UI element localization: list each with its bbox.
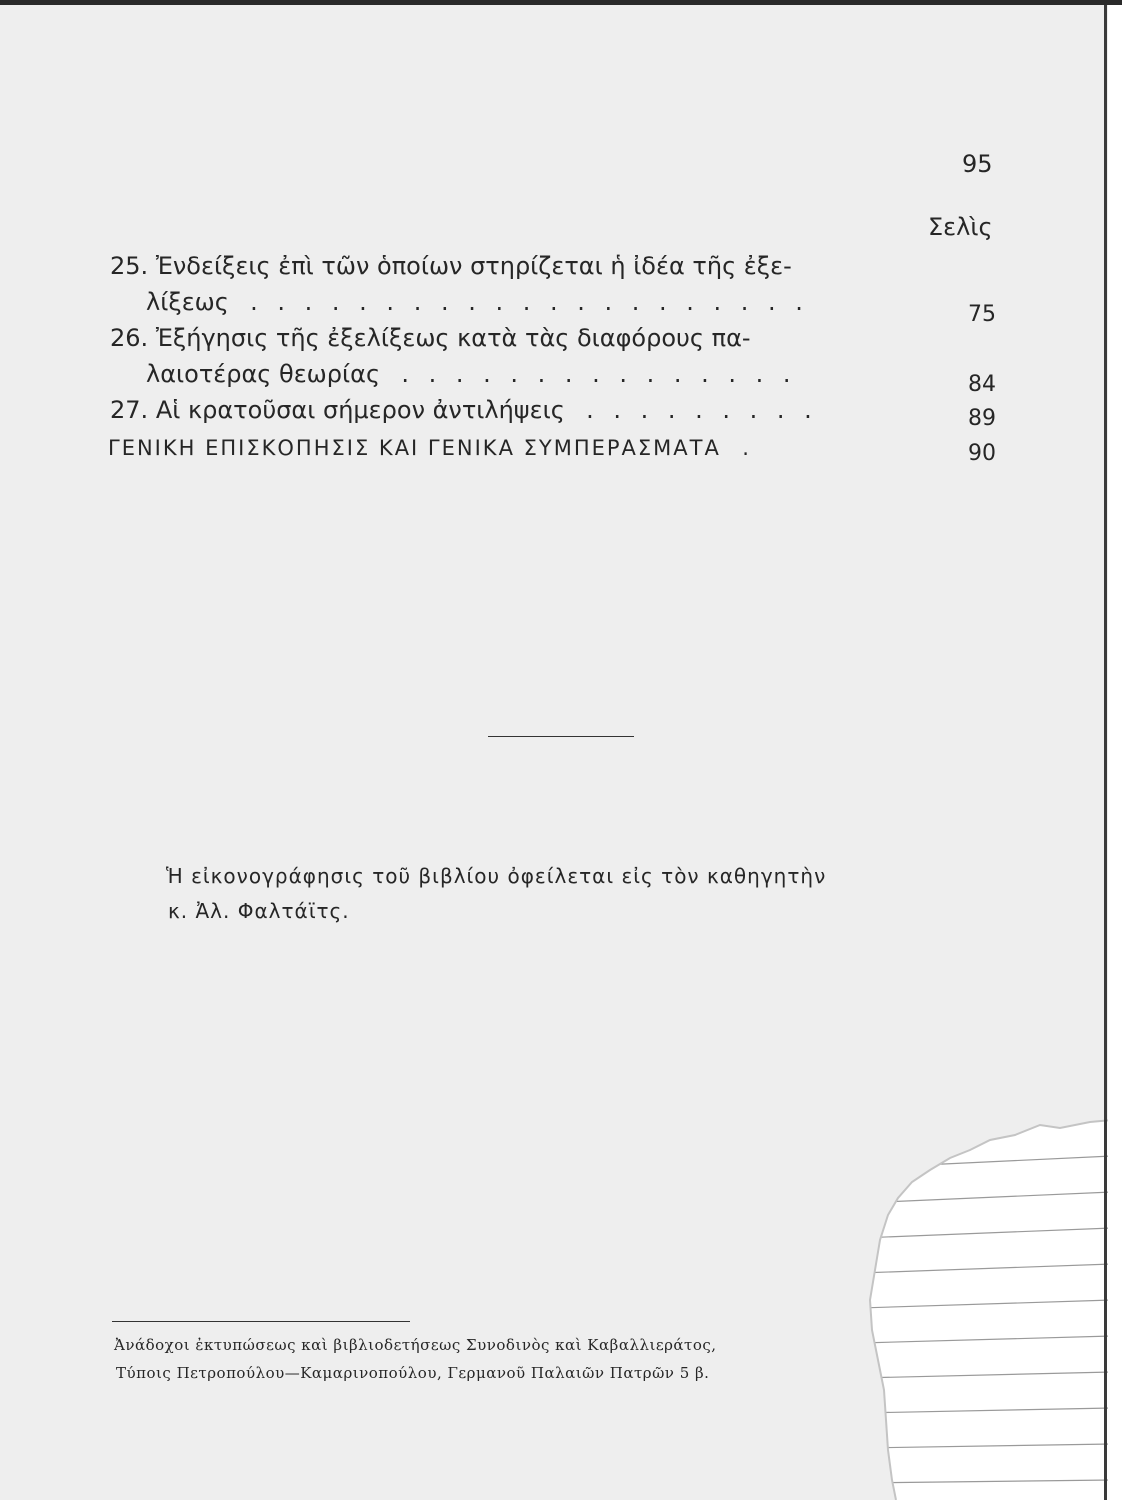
page-edge-shadow xyxy=(1104,0,1107,1500)
toc-entry-title-continued: λαιοτέρας θεωρίας xyxy=(146,360,381,388)
leader-dots: . . . . . . . . . xyxy=(572,396,818,424)
printer-imprint-line-2: Τύποις Πετροπούλου—Καμαρινοπούλου, Γερμανοῦ Παλαιῶν Πατρῶν 5 β. xyxy=(116,1364,710,1382)
pages-column-heading: Σελὶς xyxy=(928,213,993,241)
toc-entry-title-continued: λίξεως xyxy=(146,288,229,316)
toc-entry-number: 25. xyxy=(110,252,149,280)
toc-entry-27-page: 89 xyxy=(968,406,996,431)
illustration-credit-line-1: Ἡ εἰκονογράφησις τοῦ βιβλίου ὀφείλεται εἰς τὸν καθηγητὴν xyxy=(166,864,827,888)
scan-top-border xyxy=(0,0,1122,5)
toc-entry-general-page: 90 xyxy=(968,441,996,466)
printer-imprint-line-1: Ἀνάδοχοι ἐκτυπώσεως καὶ βιβλιοδετήσεως Συνοδινὸς καὶ Καβαλλιεράτος, xyxy=(114,1336,717,1354)
toc-entry-25-page: 75 xyxy=(968,302,996,327)
lined-paper-underneath xyxy=(860,1110,1112,1500)
illustration-credit-line-2: κ. Ἀλ. Φαλτάϊτς. xyxy=(168,899,350,923)
page-number: 95 xyxy=(962,150,993,178)
toc-entry-title: Αἱ κρατοῦσαι σήμερον ἀντιλήψεις xyxy=(155,396,565,424)
leader-dots: . . . . . . . . . . . . . . . xyxy=(387,360,797,388)
toc-entry-number: 26. xyxy=(110,324,149,352)
scan-margin xyxy=(1108,0,1122,1500)
toc-entry-number: 27. xyxy=(110,396,149,424)
toc-entry-title: Ἐνδείξεις ἐπὶ τῶν ὁποίων στηρίζεται ἡ ἰδέα τῆς ἐξε- xyxy=(155,252,792,280)
leader-dots: . xyxy=(729,436,755,460)
leader-dots: . . . . . . . . . . . . . . . . . . . . . xyxy=(236,288,809,316)
toc-entry-title: ΓΕΝΙΚΗ ΕΠΙΣΚΟΠΗΣΙΣ ΚΑΙ ΓΕΝΙΚΑ ΣΥΜΠΕΡΑΣΜΑΤΑ xyxy=(108,436,721,460)
toc-entry-title: Ἐξήγησις τῆς ἐξελίξεως κατὰ τὰς διαφόρους πα- xyxy=(155,324,751,352)
toc-entry-26-page: 84 xyxy=(968,372,996,397)
